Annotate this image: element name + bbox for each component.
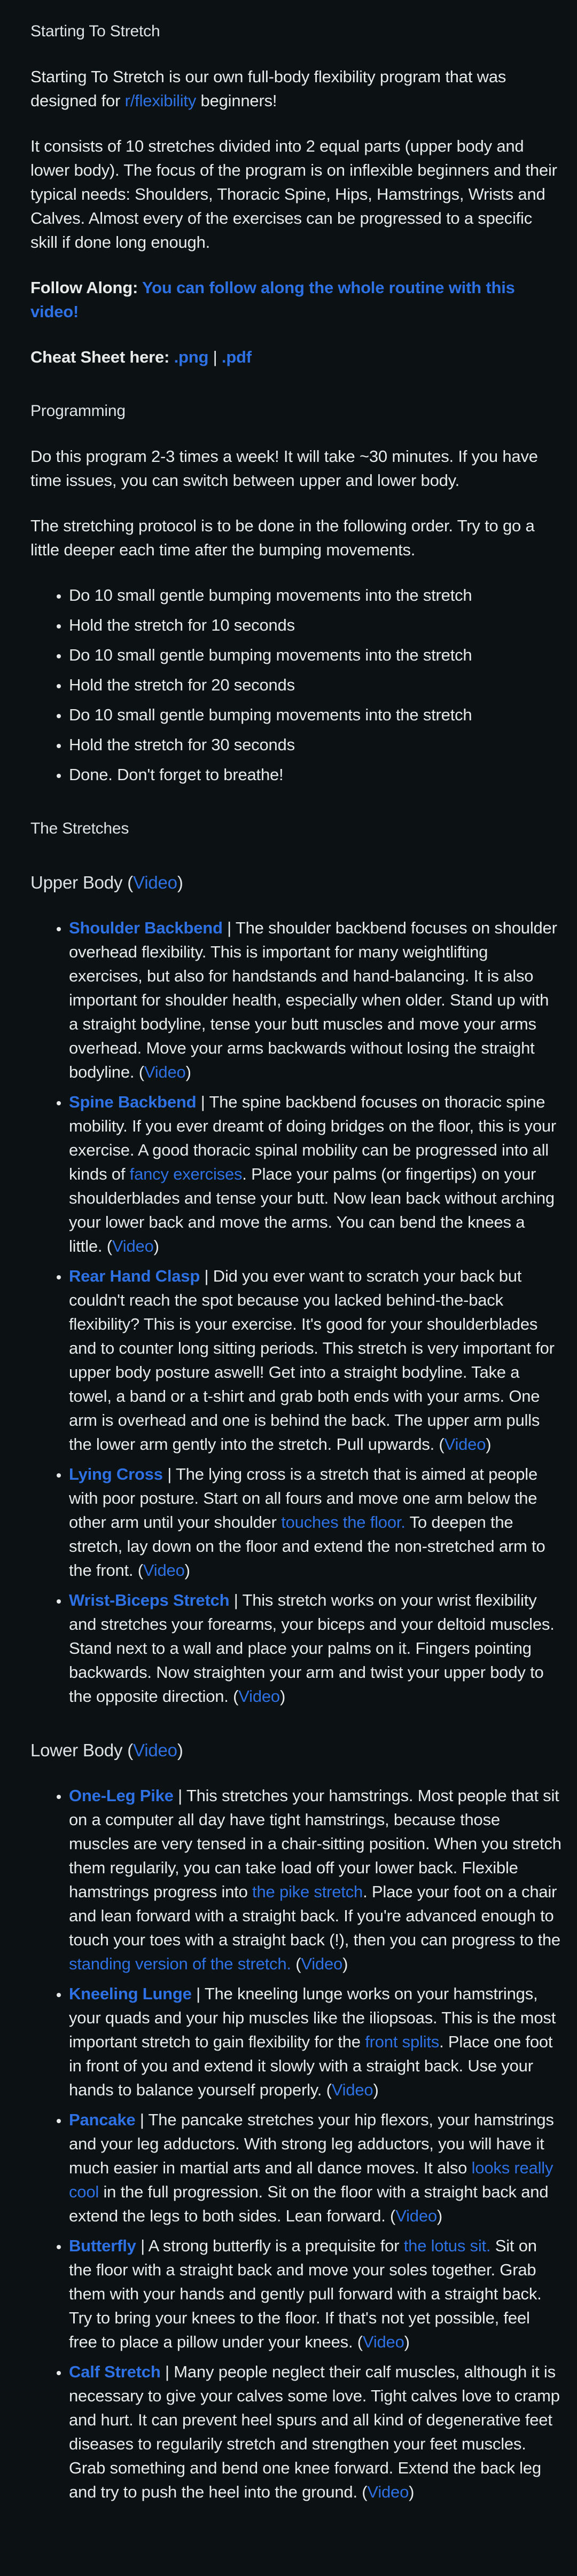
text-run: Starting To Stretch <box>30 22 160 40</box>
inline-link[interactable]: touches the floor. <box>281 1513 406 1532</box>
section-heading <box>30 816 562 841</box>
text-run: Done. Don't forget to breathe! <box>69 765 284 784</box>
paragraph <box>30 444 562 492</box>
list-item <box>69 1982 562 2102</box>
text-run: Follow Along: <box>30 278 142 297</box>
text-run: Hold the stretch for 10 seconds <box>69 616 295 634</box>
inline-link[interactable]: Video <box>133 1740 177 1760</box>
text-run: Sit on the floor with a straight back and move your soles together. Grab them with your hands and gently pull forward with a straight back. Try to bring your knees to the floor. If that's not yet possible, feel free to place a pillow under your knees. ( <box>69 2236 542 2351</box>
text-run: in the full progression. Sit on the floor with a straight back and extend the legs to both sides. Lean forward. ( <box>69 2182 549 2225</box>
text-run: Cheat Sheet here: <box>30 348 174 366</box>
text-run: | The pancake stretches your hip flexors, your hamstrings and your leg adductors. With strong leg adductors, you will have it much easier in martial arts and all dance moves. It also <box>69 2110 554 2177</box>
bullet-list <box>30 583 562 787</box>
stretch-name-link[interactable]: Shoulder Backbend <box>69 918 223 937</box>
text-run: Starting To Stretch is our own full-body flexibility program that was designed for <box>30 67 506 110</box>
text-run: ) <box>342 1954 348 1973</box>
text-run: . Place your palms (or fingertips) on your shoulderblades and tense your butt. Now lean back without arching your lower back and move the arms. You can bend the knees a little. ( <box>69 1165 555 1255</box>
text-run: To deepen the stretch, lay down on the floor and extend the non-stretched arm to the front. ( <box>69 1513 545 1580</box>
stretch-name-link[interactable]: One-Leg Pike <box>69 1786 174 1805</box>
text-run: ) <box>177 1740 183 1760</box>
inline-link[interactable]: Video <box>133 873 177 892</box>
text-run: beginners! <box>196 91 277 110</box>
inline-link[interactable]: Video <box>331 2080 373 2099</box>
inline-link[interactable]: looks really cool <box>69 2158 553 2201</box>
inline-link[interactable]: Video <box>367 2483 409 2501</box>
text-run: ) <box>373 2080 379 2099</box>
section-heading <box>30 19 562 43</box>
inline-link[interactable]: Video <box>301 1954 343 1973</box>
bullet-list <box>30 916 562 1708</box>
text-run: | The kneeling lunge works on your hamstrings, your quads and your hip muscles like the iliopsoas. This is the most important stretch to gain flexibility for the <box>69 1984 556 2051</box>
text-run: ) <box>409 2483 415 2501</box>
paragraph <box>30 134 562 254</box>
wiki-content <box>30 19 562 2504</box>
list-item <box>69 2360 562 2504</box>
list-item <box>69 643 562 667</box>
text-run: Do 10 small gentle bumping movements into the stretch <box>69 646 472 664</box>
stretch-name-link[interactable]: Wrist-Biceps Stretch <box>69 1591 230 1609</box>
text-run: | The lying cross is a stretch that is aimed at people with poor posture. Start on all fours and move one arm below the other arm until your shoulder <box>69 1465 538 1532</box>
paragraph <box>30 65 562 113</box>
text-run: | Did you ever want to scratch your back but couldn't reach the spot because you lacked behind-the-back flexibility? This is your exercise. It's good for your shoulderblades and to counter long sitting periods. This stretch is very important for upper body posture aswell! Get into a straight bodyline. Take a towel, a band or a t-shirt and grab both ends with your arms. One arm is overhead and one is behind the back. The upper arm pulls the lower arm gently into the stretch. Pull upwards. ( <box>69 1267 555 1454</box>
inline-link[interactable]: Video <box>395 2206 437 2225</box>
stretch-name-link[interactable]: .pdf <box>221 348 252 366</box>
inline-link[interactable]: the lotus sit. <box>403 2236 491 2255</box>
list-item <box>69 1090 562 1258</box>
list-item <box>69 1784 562 1976</box>
list-item <box>69 1264 562 1456</box>
inline-link[interactable]: Video <box>238 1687 280 1706</box>
text-run: ) <box>185 1063 191 1081</box>
text-run: The stretching protocol is to be done in the following order. Try to go a little deeper each time after the bumping movements. <box>30 516 535 559</box>
text-run: | This stretch works on your wrist flexibility and stretches your forearms, your biceps and your deltoid muscles. Stand next to a wall and place your palms on it. Fingers pointing backwards. Now straighten your arm and twist your upper body to the opposite direction. ( <box>69 1591 555 1706</box>
stretch-name-link[interactable]: Rear Hand Clasp <box>69 1267 200 1285</box>
text-run: ) <box>184 1561 190 1580</box>
inline-link[interactable]: fancy exercises <box>129 1165 243 1183</box>
inline-link[interactable]: Video <box>143 1561 185 1580</box>
text-run: ) <box>279 1687 286 1706</box>
stretch-name-link[interactable]: Spine Backbend <box>69 1093 197 1111</box>
paragraph <box>30 276 562 324</box>
list-item <box>69 673 562 697</box>
paragraph <box>30 345 562 369</box>
stretch-name-link[interactable]: You can follow along the whole routine with this video! <box>30 278 515 321</box>
section-heading <box>30 399 562 423</box>
stretch-name-link[interactable]: Lying Cross <box>69 1465 163 1483</box>
list-item <box>69 703 562 727</box>
inline-link[interactable]: front splits <box>365 2032 440 2051</box>
text-run: | Many people neglect their calf muscles, although it is necessary to give your calves some love. Tight calves love to cramp and hurt. It can prevent heel spurs and all kind of degenerative feet diseases to regularily stretch and strengthen your feet muscles. Grab something and bend one knee forward. Extend the back leg and try to push the heel into the ground. ( <box>69 2362 560 2501</box>
text-run: Programming <box>30 402 126 420</box>
text-run: ) <box>486 1435 492 1454</box>
text-run: ) <box>436 2206 443 2225</box>
text-run: ) <box>177 873 183 892</box>
text-run: . Place your foot on a chair and lean forward with a straight back. If you're advanced enough to touch your toes with a straight back (!), then you can progress to the <box>69 1882 560 1949</box>
stretch-name-link[interactable]: Calf Stretch <box>69 2362 161 2381</box>
inline-link[interactable]: standing version of the stretch. <box>69 1954 291 1973</box>
list-item <box>69 2108 562 2228</box>
text-run: | This stretches your hamstrings. Most people that sit on a computer all day have tight hamstrings, because those muscles are very tensed in a chair-sitting position. When you stretch them regularily, you can take load off your lower back. Flexible hamstrings progress into <box>69 1786 562 1901</box>
text-run: Hold the stretch for 20 seconds <box>69 676 295 694</box>
text-run: Lower Body ( <box>30 1740 134 1760</box>
section-heading <box>30 1738 562 1762</box>
bullet-list <box>30 1784 562 2504</box>
text-run: Hold the stretch for 30 seconds <box>69 735 295 754</box>
inline-link[interactable]: Video <box>144 1063 186 1081</box>
list-item <box>69 613 562 637</box>
inline-link[interactable]: r/flexibility <box>124 91 197 110</box>
text-run: Upper Body ( <box>30 873 134 892</box>
list-item <box>69 763 562 787</box>
list-item <box>69 1588 562 1708</box>
paragraph <box>30 514 562 562</box>
text-run: The Stretches <box>30 820 129 837</box>
text-run: | <box>208 348 222 366</box>
inline-link[interactable]: the pike stretch <box>252 1882 363 1901</box>
inline-link[interactable]: Video <box>112 1237 154 1255</box>
stretch-name-link[interactable]: Pancake <box>69 2110 136 2129</box>
list-item <box>69 583 562 607</box>
text-run: | The shoulder backbend focuses on shoulder overhead flexibility. This is important for many weightlifting exercises, but also for handstands and hand-balancing. It is also important for shoulder health, especially when older. Stand up with a straight bodyline, tense your butt muscles and move your arms overhead. Move your arms backwards without losing the straight bodyline. ( <box>69 918 557 1081</box>
stretch-name-link[interactable]: .png <box>174 348 209 366</box>
text-run: ) <box>404 2332 410 2351</box>
text-run: . Place one foot in front of you and extend it slowly with a straight back. Use your hands to balance yourself properly. ( <box>69 2032 553 2099</box>
inline-link[interactable]: Video <box>444 1435 486 1454</box>
list-item <box>69 733 562 757</box>
list-item <box>69 1462 562 1582</box>
text-run: Do 10 small gentle bumping movements into the stretch <box>69 705 472 724</box>
section-heading <box>30 870 562 894</box>
list-item <box>69 916 562 1084</box>
text-run: Do 10 small gentle bumping movements into the stretch <box>69 586 472 604</box>
list-item <box>69 2234 562 2354</box>
text-run: Do this program 2-3 times a week! It will take ~30 minutes. If you have time issues, you can switch between upper and lower body. <box>30 447 538 490</box>
text-run: | The spine backbend focuses on thoracic spine mobility. If you ever dreamt of doing bridges on the floor, this is your exercise. A good thoracic spinal mobility can be progressed into all kinds of <box>69 1093 557 1183</box>
text-run: ( <box>291 1954 301 1973</box>
stretch-name-link[interactable]: Kneeling Lunge <box>69 1984 192 2003</box>
inline-link[interactable]: Video <box>362 2332 404 2351</box>
stretch-name-link[interactable]: Butterfly <box>69 2236 136 2255</box>
text-run: It consists of 10 stretches divided into 2 equal parts (upper body and lower body). The focus of the program is on inflexible beginners and their typical needs: Shoulders, Thoracic Spine, Hips, Hamstrings, Wrists and Calves. Almost every of the exercises can be progressed to a specific skill if done long enough. <box>30 137 557 252</box>
text-run: | A strong butterfly is a prequisite for <box>136 2236 404 2255</box>
text-run: ) <box>153 1237 159 1255</box>
